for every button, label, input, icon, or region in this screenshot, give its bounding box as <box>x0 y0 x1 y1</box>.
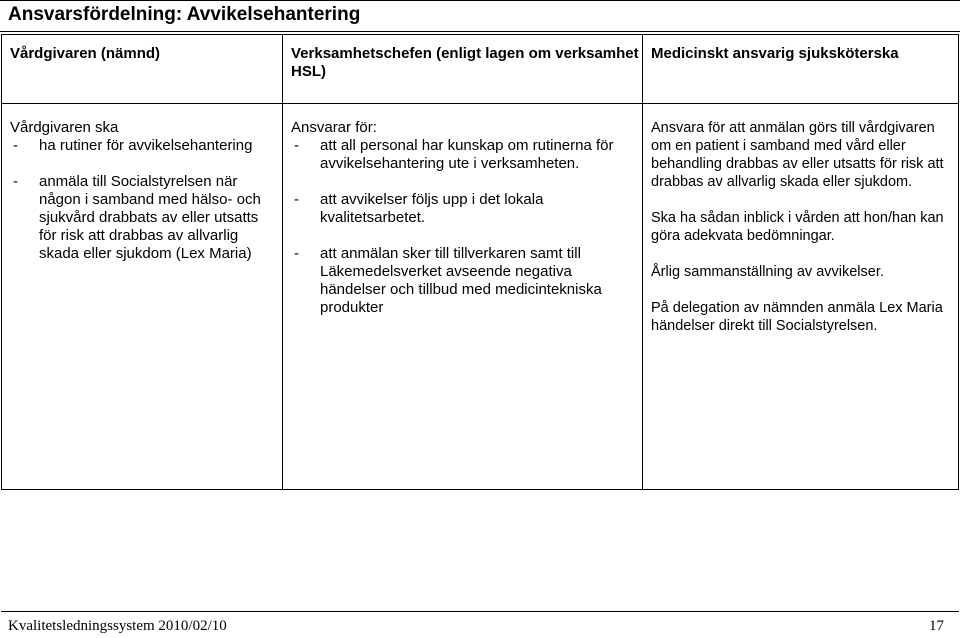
cell-mas-body <box>651 119 951 335</box>
dash-bullet: - <box>13 137 18 154</box>
cell-verksamhetschefen-body <box>291 119 639 317</box>
list-item <box>291 245 639 317</box>
page-title: Ansvarsfördelning: Avvikelsehantering <box>8 4 361 25</box>
footer-divider <box>1 611 959 612</box>
list-item-text: att anmälan sker till tillverkaren samt till Läkemedelsverket avseende negativa händelser och tillbud med medicintekniska produkter <box>320 245 602 316</box>
header-cell-mas: Medicinskt ansvarig sjuksköterska <box>651 45 899 62</box>
dash-bullet: - <box>294 137 299 154</box>
title-band <box>0 0 960 32</box>
paragraph: På delegation av nämnden anmäla Lex Maria händelser direkt till Socialstyrelsen. <box>651 300 943 334</box>
cell-intro: Ansvarar för: <box>291 119 377 136</box>
header-divider <box>2 103 958 104</box>
paragraph: Ansvara för att anmälan görs till vårdgivaren om en patient i samband med vård eller behandling drabbas av eller utsatts för risk att drabbas av allvarlig skada eller sjukdom. <box>651 120 944 190</box>
list-item <box>291 137 639 173</box>
dash-bullet: - <box>294 245 299 262</box>
list-item-text: att all personal har kunskap om rutinerna för avvikelsehantering ute i verksamheten. <box>320 137 614 172</box>
list-item-text: anmäla till Socialstyrelsen när någon i samband med hälso- och sjukvård drabbats av eller utsatts för risk att drabbas av allvarlig skada eller sjukdom (Lex Maria) <box>39 173 261 262</box>
responsibility-table <box>1 34 959 490</box>
paragraph: Ska ha sådan inblick i vården att hon/han kan göra adekvata bedömningar. <box>651 210 944 244</box>
list-item <box>10 173 274 263</box>
page-number: 17 <box>929 618 944 634</box>
list-item-text: att avvikelser följs upp i det lokala kvalitetsarbetet. <box>320 191 544 226</box>
paragraph: Årlig sammanställning av avvikelser. <box>651 264 884 280</box>
cell-vardgivaren-body <box>10 119 274 263</box>
dash-bullet: - <box>294 191 299 208</box>
list-item <box>291 191 639 227</box>
header-cell-vardgivaren: Vårdgivaren (nämnd) <box>10 45 161 62</box>
cell-intro: Vårdgivaren ska <box>10 119 119 136</box>
list-item <box>10 137 274 155</box>
dash-bullet: - <box>13 173 18 190</box>
header-cell-verksamhetschefen: Verksamhetschefen (enligt lagen om verksamhet HSL) <box>291 45 639 80</box>
list-item-text: ha rutiner för avvikelsehantering <box>39 137 253 154</box>
footer-text: Kvalitetsledningssystem 2010/02/10 <box>8 618 227 634</box>
